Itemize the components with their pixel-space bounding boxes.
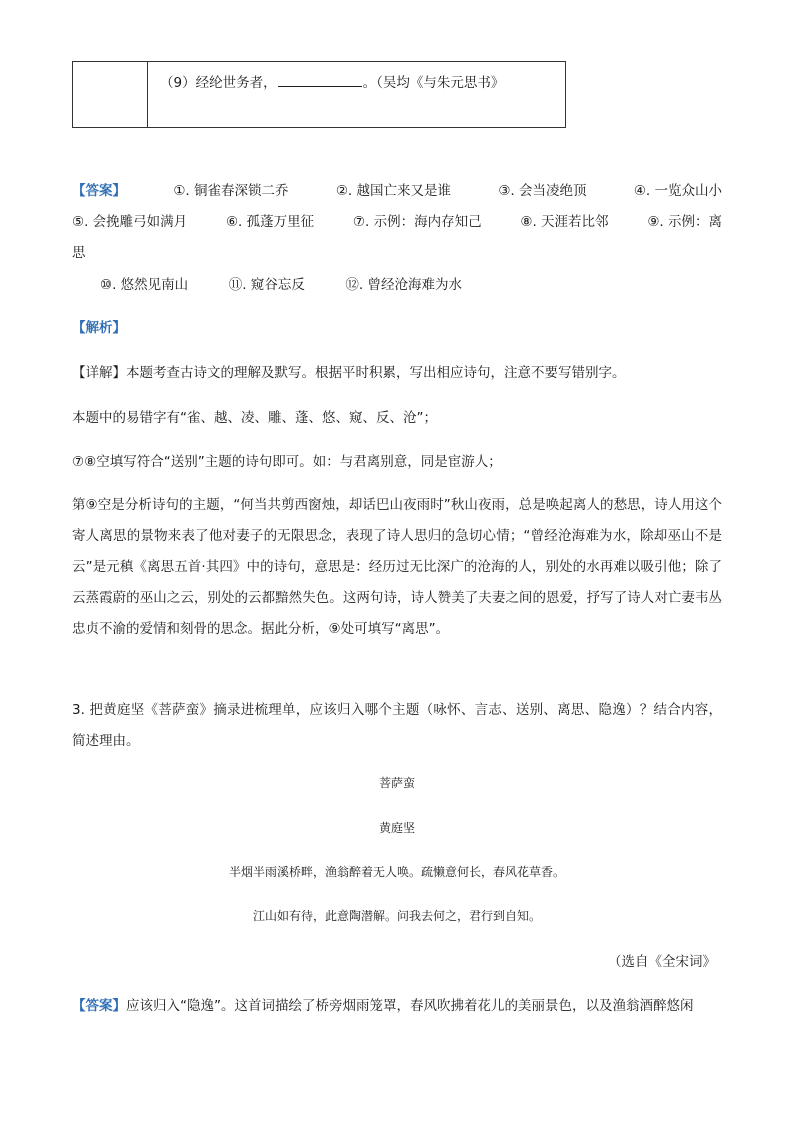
analysis-paragraph-2: 本题中的易错字有“雀、越、凌、雕、蓬、悠、窥、反、沧”；	[72, 410, 437, 426]
detail-tag: 【详解】	[72, 365, 126, 381]
answer-item: ⑫. 曾经沧海难为水	[345, 277, 462, 293]
analysis-detail	[72, 363, 724, 383]
analysis-paragraph-3: ⑦⑧空填写符合“送别”主题的诗句即可。如：与君离别意，同是宦游人；	[72, 454, 502, 470]
table-label-cell	[73, 62, 148, 127]
answer1-line2	[72, 212, 724, 232]
answer-item: ⑤. 会挽雕弓如满月	[72, 214, 188, 230]
answer-item: ⑨. 示例：离	[647, 214, 722, 230]
answer1-row3	[100, 275, 462, 295]
analysis-paragraph-4: 第⑨空是分析诗句的主题，“何当共剪西窗烛，却话巴山夜雨时”秋山夜雨，总是唤起离人的愁思，诗人用这个寄人离思的景物来表了他对妻子的无限思念，表现了诗人思归的急切心情；“曾经沧海难为水，除却巫山不是云”是元稹《离思五首·其四》中的诗句，意思是：经历过无比深广的沧海的人，别处的水再难以吸引他；除了云蒸霞蔚的巫山之云，别处的云都黯然失色。这两句诗，诗人赞美了夫妻之间的恩爱，抒写了诗人对亡妻韦丛忠贞不渝的爱情和刻骨的思念。据此分析，⑨处可填写“离思”。	[72, 497, 722, 637]
answer-item: ⑪. 窥谷忘反	[228, 277, 305, 293]
detail-text: 本题考查古诗文的理解及默写。根据平时积累，写出相应诗句，注意不要写错别字。	[126, 365, 626, 381]
answer1-line1	[72, 181, 724, 201]
answer3-tag: 【答案】	[72, 998, 126, 1014]
answer-sheet-table	[72, 61, 566, 128]
analysis-tag: 【解析】	[72, 320, 126, 336]
answer-item: ②. 越国亡来又是谁	[335, 183, 451, 199]
answer1-row2	[72, 212, 722, 232]
answer-item: ①. 铜雀春深锁二乔	[173, 183, 289, 199]
answer-item: ⑩. 悠然见南山	[100, 277, 189, 293]
table-item-text: （9）经纶世务者，	[160, 75, 277, 91]
answer3-text: 应该归入“隐逸”。这首词描绘了桥旁烟雨笼罩，春风吹拂着花儿的美丽景色，以及渔翁酒醉悠闲	[126, 998, 694, 1014]
answer-item: ④. 一览众山小	[633, 183, 722, 199]
table-item-tail: 。（吴均《与朱元思书》	[362, 75, 505, 91]
table-content-cell	[148, 62, 565, 127]
fill-blank	[278, 74, 362, 87]
answer-item: ⑥. 孤蓬万里征	[225, 214, 315, 230]
poem-line-2: 江山如有待，此意陶潜解。问我去何之，君行到自知。	[252, 909, 541, 923]
answer1-row1	[72, 181, 722, 201]
answer-tag: 【答案】	[72, 183, 126, 199]
poem-title: 菩萨蛮	[378, 776, 415, 790]
answer1-wrap: 思	[72, 245, 86, 261]
answer-item: ⑦. 示例：海内存知己	[352, 214, 482, 230]
poem-source: （选自《全宋词》	[608, 954, 716, 970]
answer-item: ⑧. 天涯若比邻	[520, 214, 609, 230]
poem-line-1: 半烟半雨溪桥畔，渔翁醉着无人唤。疏懒意何长，春风花草香。	[228, 865, 565, 879]
poem-author: 黄庭坚	[378, 821, 415, 835]
answer-item: ③. 会当凌绝顶	[498, 183, 587, 199]
answer1-line3	[100, 275, 500, 295]
answer3	[72, 996, 724, 1016]
question-3: 3. 把黄庭坚《菩萨蛮》摘录进梳理单，应该归入哪个主题（咏怀、言志、送别、离思、隐逸）？结合内容，简述理由。	[72, 702, 722, 749]
